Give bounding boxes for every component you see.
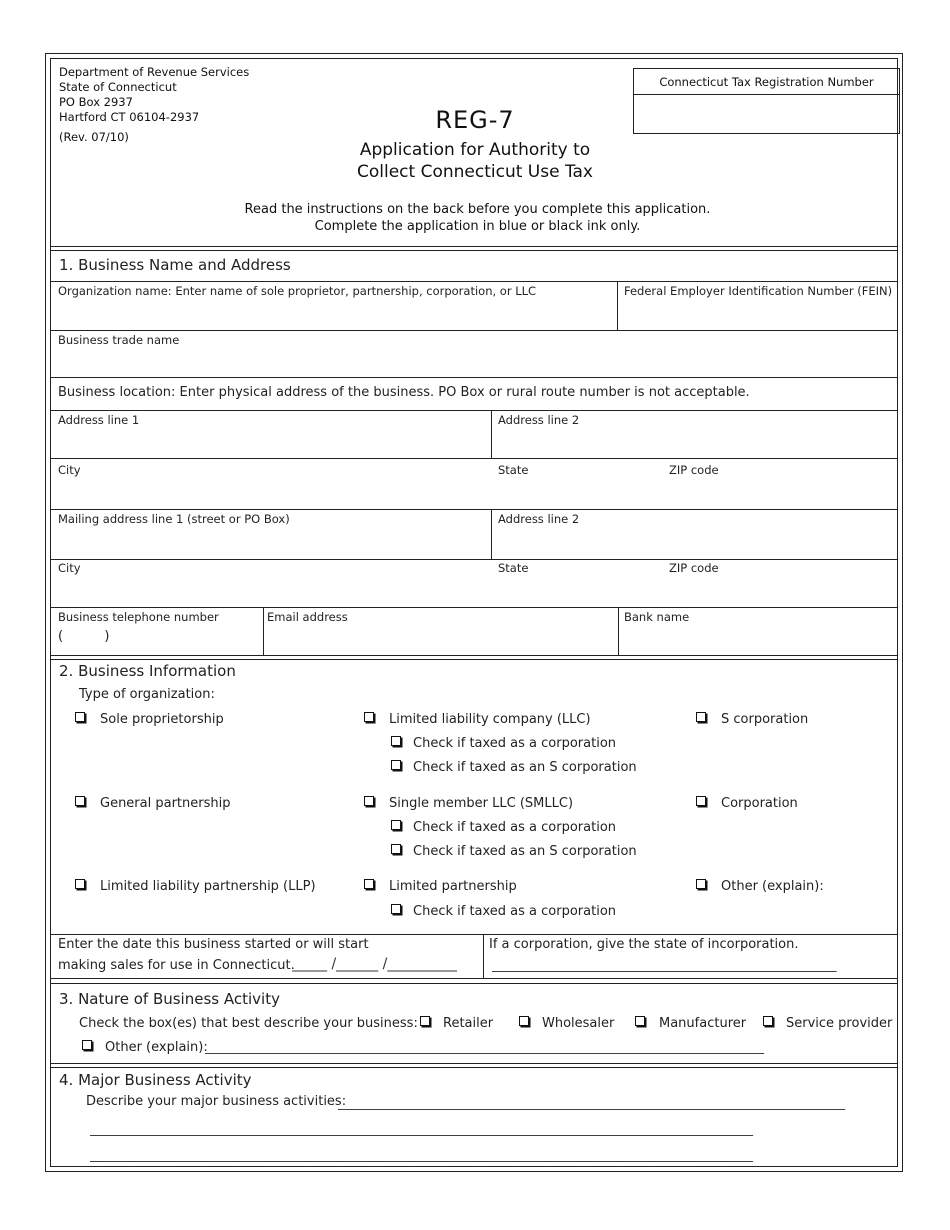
section-divider <box>50 246 898 247</box>
trade-name-label: Business trade name <box>58 333 180 347</box>
zip-field[interactable] <box>666 478 896 506</box>
section-divider <box>50 1067 898 1068</box>
fein-label: Federal Employer Identification Number (FEIN) <box>624 284 893 298</box>
mailing-line1-field[interactable] <box>52 526 489 556</box>
manufacturer-checkbox[interactable] <box>635 1016 645 1026</box>
manufacturer-label: Manufacturer <box>659 1016 747 1031</box>
activity-line1-field[interactable]: ______________________________________________________________________________ <box>338 1096 845 1111</box>
state-field[interactable] <box>494 478 664 506</box>
mailing-city-label: City <box>58 561 81 575</box>
address-line1-field[interactable] <box>52 427 489 455</box>
retailer-checkbox[interactable] <box>420 1016 430 1026</box>
tax-registration-input[interactable] <box>636 97 896 131</box>
activity-line2-field[interactable]: ______________________________________________________________________________________________________ <box>90 1122 753 1137</box>
phone-label: Business telephone number <box>58 610 219 624</box>
retailer-label: Retailer <box>443 1016 494 1031</box>
lp-taxed-corp-checkbox[interactable] <box>391 904 401 914</box>
service-provider-label: Service provider <box>786 1016 893 1031</box>
smllc-checkbox[interactable] <box>364 796 374 806</box>
start-date-label-line2: making sales for use in Connecticut. <box>58 958 295 973</box>
describe-activities-label: Describe your major business activities: <box>86 1094 347 1109</box>
llp-checkbox[interactable] <box>75 879 85 889</box>
address-line2-label: Address line 2 <box>498 413 580 427</box>
state-label: State <box>498 463 529 477</box>
mailing-line2-field[interactable] <box>494 526 896 556</box>
row-line <box>50 934 898 935</box>
mailing-line2-label: Address line 2 <box>498 512 580 526</box>
agency-line: Hartford CT 06104-2937 <box>59 110 200 124</box>
tax-registration-label: Connecticut Tax Registration Number <box>659 75 874 89</box>
start-date-field[interactable]: _____ /______ /__________ <box>292 956 458 972</box>
zip-label: ZIP code <box>669 463 719 477</box>
corporation-label: Corporation <box>721 796 798 811</box>
org-type-label: Type of organization: <box>79 687 215 702</box>
row-line <box>50 458 898 459</box>
section-divider <box>50 1063 898 1064</box>
other-activity-checkbox[interactable] <box>82 1040 92 1050</box>
section-divider <box>50 655 898 656</box>
s-corporation-label: S corporation <box>721 712 809 727</box>
limited-partnership-label: Limited partnership <box>389 879 517 894</box>
limited-partnership-checkbox[interactable] <box>364 879 374 889</box>
tax-registration-divider <box>633 94 900 95</box>
llc-taxed-s-label: Check if taxed as an S corporation <box>413 760 637 775</box>
col-line <box>483 934 484 978</box>
mailing-city-field[interactable] <box>52 576 489 604</box>
section-divider <box>50 983 898 984</box>
row-line <box>50 377 898 378</box>
wholesaler-label: Wholesaler <box>542 1016 615 1031</box>
activity-line3-field[interactable]: ______________________________________________________________________________________________________ <box>90 1148 753 1163</box>
mailing-state-label: State <box>498 561 529 575</box>
col-line <box>263 607 264 655</box>
agency-address <box>59 65 249 125</box>
corporation-checkbox[interactable] <box>696 796 706 806</box>
fein-field[interactable] <box>620 298 896 328</box>
col-line <box>491 410 492 458</box>
col-line <box>617 281 618 330</box>
incorporation-state-label: If a corporation, give the state of incorporation. <box>489 937 799 952</box>
sole-proprietorship-label: Sole proprietorship <box>100 712 224 727</box>
section4-title: 4. Major Business Activity <box>59 1071 252 1089</box>
business-location-note: Business location: Enter physical address of the business. PO Box or rural route number is not acceptable. <box>58 385 750 400</box>
llc-checkbox[interactable] <box>364 712 374 722</box>
incorporation-state-field[interactable]: _____________________________________________________ <box>492 958 837 973</box>
agency-line: State of Connecticut <box>59 80 177 94</box>
lp-taxed-corp-label: Check if taxed as a corporation <box>413 904 617 919</box>
s-corporation-checkbox[interactable] <box>696 712 706 722</box>
smllc-taxed-s-checkbox[interactable] <box>391 844 401 854</box>
llc-taxed-s-checkbox[interactable] <box>391 760 401 770</box>
address-line2-field[interactable] <box>494 427 896 455</box>
other-activity-field[interactable]: ______________________________________________________________________________________ <box>205 1040 764 1055</box>
other-activity-label: Other (explain): <box>105 1040 208 1055</box>
city-label: City <box>58 463 81 477</box>
wholesaler-checkbox[interactable] <box>519 1016 529 1026</box>
row-line <box>50 559 898 560</box>
form-title-line2: Collect Connecticut Use Tax <box>356 162 593 182</box>
address-line1-label: Address line 1 <box>58 413 140 427</box>
section-divider <box>50 978 898 979</box>
form-title-line1: Application for Authority to <box>359 140 591 160</box>
mailing-zip-label: ZIP code <box>669 561 719 575</box>
mailing-state-field[interactable] <box>494 576 664 604</box>
instruction-line1: Read the instructions on the back before you complete this application. <box>244 202 711 217</box>
general-partnership-label: General partnership <box>100 796 231 811</box>
other-org-checkbox[interactable] <box>696 879 706 889</box>
revision-date: (Rev. 07/10) <box>59 130 129 144</box>
section-divider <box>50 659 898 660</box>
email-label: Email address <box>267 610 348 624</box>
llp-label: Limited liability partnership (LLP) <box>100 879 316 894</box>
general-partnership-checkbox[interactable] <box>75 796 85 806</box>
bank-label: Bank name <box>624 610 690 624</box>
business-type-check-label: Check the box(es) that best describe your business: <box>79 1016 418 1031</box>
section1-title: 1. Business Name and Address <box>59 256 291 274</box>
mailing-zip-field[interactable] <box>666 576 896 604</box>
bank-field[interactable] <box>621 625 896 653</box>
row-line <box>50 509 898 510</box>
llc-taxed-corp-checkbox[interactable] <box>391 736 401 746</box>
row-line <box>50 330 898 331</box>
smllc-taxed-corp-label: Check if taxed as a corporation <box>413 820 617 835</box>
agency-line: PO Box 2937 <box>59 95 133 109</box>
email-field[interactable] <box>266 625 616 653</box>
city-field[interactable] <box>52 478 489 506</box>
section-divider <box>50 250 898 251</box>
row-line <box>50 607 898 608</box>
smllc-taxed-s-label: Check if taxed as an S corporation <box>413 844 637 859</box>
row-line <box>50 410 898 411</box>
org-name-label: Organization name: Enter name of sole proprietor, partnership, corporation, or LLC <box>58 284 537 298</box>
mailing-line1-label: Mailing address line 1 (street or PO Box) <box>58 512 290 526</box>
org-name-field[interactable] <box>52 298 615 328</box>
start-date-label-line1: Enter the date this business started or will start <box>58 937 369 952</box>
service-provider-checkbox[interactable] <box>763 1016 773 1026</box>
row-line <box>50 281 898 282</box>
section3-title: 3. Nature of Business Activity <box>59 990 280 1008</box>
trade-name-field[interactable] <box>52 347 896 375</box>
col-line <box>491 509 492 559</box>
other-org-label: Other (explain): <box>721 879 824 894</box>
llc-taxed-corp-label: Check if taxed as a corporation <box>413 736 617 751</box>
form-id: REG-7 <box>435 106 515 134</box>
agency-line: Department of Revenue Services <box>59 65 250 79</box>
smllc-taxed-corp-checkbox[interactable] <box>391 820 401 830</box>
section2-title: 2. Business Information <box>59 662 236 680</box>
phone-field[interactable]: ( ) <box>58 629 110 644</box>
smllc-label: Single member LLC (SMLLC) <box>389 796 574 811</box>
instruction-line2: Complete the application in blue or black ink only. <box>314 219 641 234</box>
sole-proprietorship-checkbox[interactable] <box>75 712 85 722</box>
llc-label: Limited liability company (LLC) <box>389 712 591 727</box>
col-line <box>618 607 619 655</box>
